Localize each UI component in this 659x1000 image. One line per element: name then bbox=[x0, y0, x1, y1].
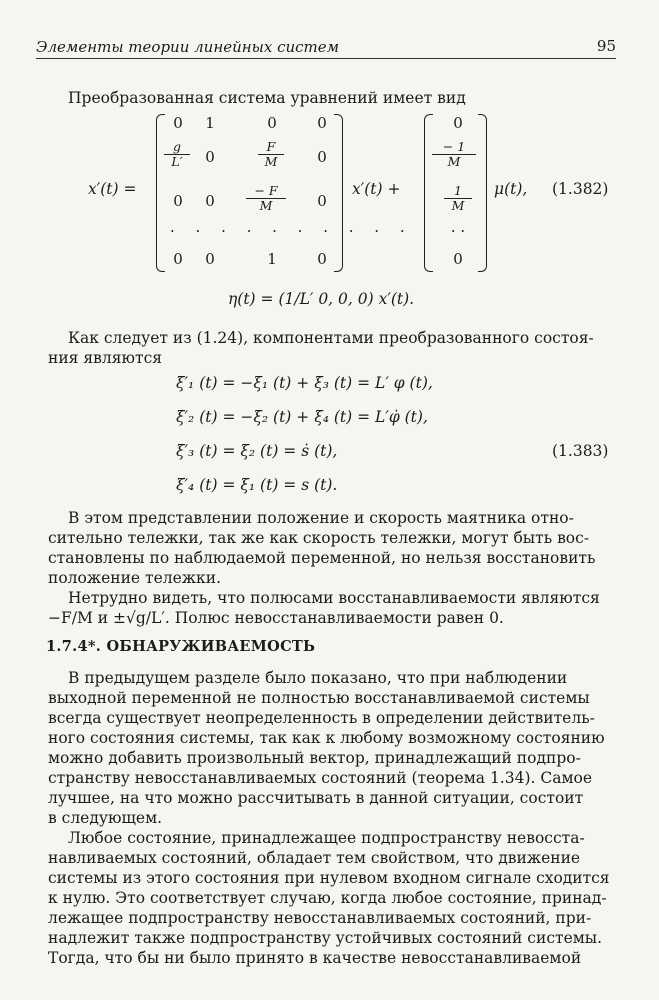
m-0-1: 1 bbox=[205, 114, 215, 132]
vector-left-bracket bbox=[424, 114, 433, 272]
intro-line: Преобразованная система уравнений имеет вид bbox=[68, 89, 466, 107]
eq1383-line-3: ξ′₃ (t) = ξ₂ (t) = ṡ (t), bbox=[176, 442, 338, 460]
m-2-2-den: M bbox=[246, 198, 286, 213]
m-0-2: 0 bbox=[267, 114, 277, 132]
m-4-1: 0 bbox=[205, 250, 215, 268]
section-heading: 1.7.4*. ОБНАРУЖИВАЕМОСТЬ bbox=[46, 638, 316, 655]
para2-line-2: сительно тележки, так же как скорость тележки, могут быть вос- bbox=[48, 529, 590, 547]
eq-output: η(t) = (1/L′ 0, 0, 0) x′(t). bbox=[228, 290, 415, 308]
page-number: 95 bbox=[596, 37, 616, 55]
v-2-num: 1 bbox=[454, 183, 462, 198]
para4-line-1: В предыдущем разделе было показано, что при наблюдении bbox=[68, 669, 568, 687]
v-3: · · bbox=[450, 222, 466, 240]
para3-line-2: −F/M и ±√g/L′. Полюс невосстанавливаемости равен 0. bbox=[48, 609, 504, 627]
eq1383-line-4: ξ′₄ (t) = ξ₁ (t) = s (t). bbox=[176, 476, 338, 494]
matrix-right-bracket bbox=[334, 114, 343, 272]
m-2-3: 0 bbox=[317, 192, 327, 210]
eq-number-1-383: (1.383) bbox=[552, 442, 609, 460]
m-4-2: 1 bbox=[267, 250, 277, 268]
para2-line-3: становлены по наблюдаемой переменной, но нельзя восстановить bbox=[48, 549, 596, 567]
v-1 bbox=[432, 140, 476, 169]
para4-line-7: лучшее, на что можно рассчитывать в данной ситуации, состоит bbox=[48, 789, 584, 807]
header-title: Элементы теории линейных систем bbox=[36, 38, 340, 56]
para2-line-4: положение тележки. bbox=[48, 569, 222, 587]
para5-line-2: навливаемых состояний, обладает тем свойством, что движение bbox=[48, 849, 581, 867]
para1-line-2: ния являются bbox=[48, 349, 163, 367]
para2-line-1: В этом представлении положение и скорость маятника отно- bbox=[68, 509, 574, 527]
m-2-2 bbox=[246, 184, 286, 213]
m-4-0: 0 bbox=[173, 250, 183, 268]
para4-line-2: выходной переменной не полностью восстанавливаемой системы bbox=[48, 689, 590, 707]
m-1-2-den: M bbox=[258, 154, 284, 169]
para4-line-5: можно добавить произвольный вектор, принадлежащий подпро- bbox=[48, 749, 581, 767]
para5-line-6: надлежит также подпространству устойчивых состояний системы. bbox=[48, 929, 603, 947]
m-1-2 bbox=[258, 140, 284, 169]
para5-line-5: лежащее подпространству невосстанавливаемых состояний, при- bbox=[48, 909, 592, 927]
para4-line-4: ного состояния системы, так как к любому возможному состоянию bbox=[48, 729, 605, 747]
m-4-3: 0 bbox=[317, 250, 327, 268]
para5-line-1: Любое состояние, принадлежащее подпространству невосста- bbox=[68, 829, 585, 847]
m-2-2-num: − F bbox=[254, 183, 278, 198]
para5-line-4: к нулю. Это соответствует случаю, когда любое состояние, принад- bbox=[48, 889, 607, 907]
v-1-num: − 1 bbox=[442, 139, 466, 154]
para4-line-8: в следующем. bbox=[48, 809, 163, 827]
m-2-0: 0 bbox=[173, 192, 183, 210]
para1-line-1: Как следует из (1.24), компонентами преобразованного состоя- bbox=[68, 329, 594, 347]
matrix-left-bracket bbox=[156, 114, 165, 272]
para4-line-3: всегда существует неопределенность в определении действитель- bbox=[48, 709, 595, 727]
v-2 bbox=[444, 184, 472, 213]
para4-line-6: странству невосстанавливаемых состояний (теорема 1.34). Самое bbox=[48, 769, 593, 787]
eq-tail: μ(t), bbox=[494, 180, 528, 198]
m-2-1: 0 bbox=[205, 192, 215, 210]
m-1-2-num: F bbox=[266, 139, 276, 154]
m-1-1: 0 bbox=[205, 148, 215, 166]
m-1-0-num: g bbox=[172, 139, 181, 154]
m-1-0-den: L′ bbox=[164, 154, 190, 169]
m-0-3: 0 bbox=[317, 114, 327, 132]
v-4: 0 bbox=[453, 250, 463, 268]
para5-line-7: Тогда, что бы ни было принято в качестве невосстанавливаемой bbox=[48, 949, 582, 967]
m-dots-row: · · · · · · · · · · bbox=[170, 222, 413, 240]
m-1-3: 0 bbox=[317, 148, 327, 166]
running-header bbox=[36, 36, 616, 59]
eq-number-1-382: (1.382) bbox=[552, 180, 609, 198]
eq1383-line-1: ξ′₁ (t) = −ξ₁ (t) + ξ₃ (t) = L′ φ (t), bbox=[176, 374, 433, 392]
eq-mid: x′(t) + bbox=[352, 180, 401, 198]
v-1-den: M bbox=[432, 154, 476, 169]
para5-line-3: системы из этого состояния при нулевом входном сигнале сходится bbox=[48, 869, 610, 887]
m-0-0: 0 bbox=[173, 114, 183, 132]
eq-lhs: x′(t) = bbox=[88, 180, 137, 198]
m-1-0 bbox=[164, 140, 190, 169]
v-2-den: M bbox=[444, 198, 472, 213]
para3-line-1: Нетрудно видеть, что полюсами восстанавливаемости являются bbox=[68, 589, 600, 607]
vector-right-bracket bbox=[478, 114, 487, 272]
eq1383-line-2: ξ′₂ (t) = −ξ₂ (t) + ξ₄ (t) = L′φ̇ (t), bbox=[176, 408, 428, 426]
v-0: 0 bbox=[453, 114, 463, 132]
